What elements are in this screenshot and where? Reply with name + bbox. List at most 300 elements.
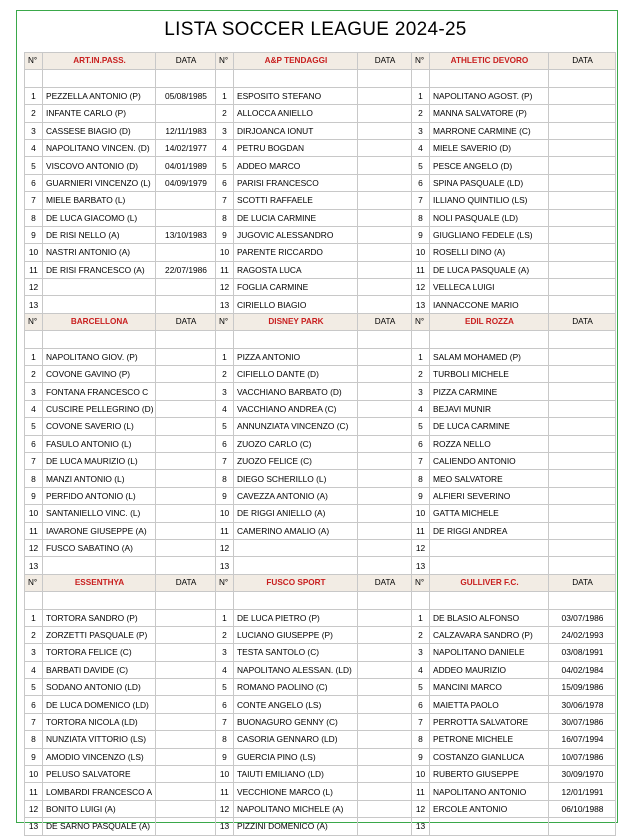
player-number: 10 <box>25 244 43 261</box>
table-row <box>25 766 616 783</box>
player-number: 9 <box>412 226 430 243</box>
player-number: 6 <box>25 696 43 713</box>
table-row <box>25 139 616 156</box>
empty-cell <box>156 331 216 348</box>
table-row <box>25 366 616 383</box>
player-number: 7 <box>216 452 234 469</box>
player-name: NASTRI ANTONIO (A) <box>43 244 156 261</box>
player-birth-date: 03/07/1986 <box>549 609 616 626</box>
empty-cell <box>216 331 234 348</box>
player-name: SCOTTI RAFFAELE <box>234 192 358 209</box>
player-name: IAVARONE GIUSEPPE (A) <box>43 522 156 539</box>
player-birth-date <box>549 157 616 174</box>
player-name: ANNUNZIATA VINCENZO (C) <box>234 418 358 435</box>
player-birth-date <box>549 418 616 435</box>
player-number: 12 <box>412 279 430 296</box>
empty-cell <box>430 331 549 348</box>
player-name: DE RIGGI ANIELLO (A) <box>234 505 358 522</box>
player-number: 7 <box>25 713 43 730</box>
player-name: PELUSO SALVATORE <box>43 766 156 783</box>
player-number: 1 <box>25 609 43 626</box>
player-birth-date: 14/02/1977 <box>156 139 216 156</box>
player-number: 13 <box>216 296 234 313</box>
player-birth-date <box>156 557 216 574</box>
player-name: CIRIELLO BIAGIO <box>234 296 358 313</box>
empty-cell <box>430 70 549 87</box>
player-name: MAIETTA PAOLO <box>430 696 549 713</box>
player-name: ZUOZO CARLO (C) <box>234 435 358 452</box>
team-name: GULLIVER F.C. <box>430 574 549 591</box>
player-name: NUNZIATA VITTORIO (LS) <box>43 731 156 748</box>
player-name: BEJAVI MUNIR <box>430 400 549 417</box>
player-birth-date: 16/07/1994 <box>549 731 616 748</box>
player-birth-date <box>156 539 216 556</box>
player-birth-date <box>156 383 216 400</box>
player-birth-date <box>156 626 216 643</box>
number-column-header: N° <box>25 53 43 70</box>
player-name: PETRONE MICHELE <box>430 731 549 748</box>
player-birth-date <box>549 400 616 417</box>
player-number: 13 <box>412 557 430 574</box>
player-name: ADDEO MAURIZIO <box>430 661 549 678</box>
player-name: VECCHIONE MARCO (L) <box>234 783 358 800</box>
date-column-header: DATA <box>358 53 412 70</box>
player-birth-date <box>549 522 616 539</box>
player-name: FONTANA FRANCESCO C <box>43 383 156 400</box>
player-number: 8 <box>216 731 234 748</box>
player-birth-date <box>156 661 216 678</box>
player-birth-date <box>358 383 412 400</box>
player-number: 7 <box>412 192 430 209</box>
player-birth-date <box>549 452 616 469</box>
player-name <box>43 279 156 296</box>
player-birth-date <box>549 279 616 296</box>
team-header-row <box>25 313 616 330</box>
table-row <box>25 731 616 748</box>
player-number: 9 <box>412 748 430 765</box>
player-number: 1 <box>216 87 234 104</box>
player-name: BUONAGURO GENNY (C) <box>234 713 358 730</box>
player-birth-date <box>358 348 412 365</box>
player-birth-date <box>549 226 616 243</box>
player-number: 4 <box>216 400 234 417</box>
player-birth-date <box>358 296 412 313</box>
player-number: 5 <box>216 157 234 174</box>
player-name <box>430 557 549 574</box>
player-birth-date <box>549 192 616 209</box>
page-title: LISTA SOCCER LEAGUE 2024-25 <box>164 19 467 40</box>
player-birth-date <box>156 505 216 522</box>
player-birth-date <box>549 139 616 156</box>
player-number: 8 <box>25 209 43 226</box>
player-name: DE LUCA CARMINE <box>430 418 549 435</box>
table-row <box>25 174 616 191</box>
player-name: TESTA SANTOLO (C) <box>234 644 358 661</box>
player-name: LUCIANO GIUSEPPE (P) <box>234 626 358 643</box>
player-birth-date <box>549 435 616 452</box>
player-birth-date <box>156 400 216 417</box>
player-name: MANNA SALVATORE (P) <box>430 105 549 122</box>
player-name: MARRONE CARMINE (C) <box>430 122 549 139</box>
player-birth-date: 04/09/1979 <box>156 174 216 191</box>
player-name: PETRU BOGDAN <box>234 139 358 156</box>
player-birth-date <box>549 818 616 835</box>
player-name: GATTA MICHELE <box>430 505 549 522</box>
player-number: 6 <box>412 174 430 191</box>
player-birth-date <box>156 348 216 365</box>
player-name: NOLI PASQUALE (LD) <box>430 209 549 226</box>
player-number: 9 <box>25 226 43 243</box>
player-birth-date <box>358 157 412 174</box>
player-birth-date <box>358 487 412 504</box>
player-number: 12 <box>25 279 43 296</box>
player-birth-date <box>549 505 616 522</box>
empty-cell <box>234 592 358 609</box>
player-number: 12 <box>25 800 43 817</box>
table-row <box>25 800 616 817</box>
empty-cell <box>216 70 234 87</box>
player-birth-date: 10/07/1986 <box>549 748 616 765</box>
player-name: NAPOLITANO ANTONIO <box>430 783 549 800</box>
player-name: CASORIA GENNARO (LD) <box>234 731 358 748</box>
table-row <box>25 400 616 417</box>
player-number: 2 <box>412 105 430 122</box>
player-name: CUSCIRE PELLEGRINO (D) <box>43 400 156 417</box>
table-row <box>25 661 616 678</box>
team-name: ESSENTHYA <box>43 574 156 591</box>
player-number: 5 <box>25 157 43 174</box>
table-row <box>25 487 616 504</box>
player-number: 3 <box>412 122 430 139</box>
table-row <box>25 818 616 835</box>
player-name <box>234 557 358 574</box>
player-name: DE LUCA PASQUALE (A) <box>430 261 549 278</box>
player-birth-date <box>358 366 412 383</box>
table-row <box>25 122 616 139</box>
player-name: RAGOSTA LUCA <box>234 261 358 278</box>
player-number: 12 <box>412 539 430 556</box>
table-row <box>25 279 616 296</box>
player-birth-date <box>358 174 412 191</box>
player-name: MANZI ANTONIO (L) <box>43 470 156 487</box>
empty-cell <box>43 592 156 609</box>
player-name: TORTORA SANDRO (P) <box>43 609 156 626</box>
player-name: ERCOLE ANTONIO <box>430 800 549 817</box>
player-number: 7 <box>25 452 43 469</box>
table-row <box>25 261 616 278</box>
player-name: ALFIERI SEVERINO <box>430 487 549 504</box>
player-number: 9 <box>25 487 43 504</box>
number-column-header: N° <box>412 313 430 330</box>
table-row <box>25 157 616 174</box>
empty-cell <box>358 592 412 609</box>
player-birth-date <box>358 713 412 730</box>
player-name: MIELE SAVERIO (D) <box>430 139 549 156</box>
player-number: 6 <box>216 696 234 713</box>
player-number: 6 <box>216 435 234 452</box>
player-name: TURBOLI MICHELE <box>430 366 549 383</box>
player-number: 6 <box>216 174 234 191</box>
empty-cell <box>156 592 216 609</box>
player-name: ZUOZO FELICE (C) <box>234 452 358 469</box>
player-name: CALZAVARA SANDRO (P) <box>430 626 549 643</box>
player-birth-date <box>358 626 412 643</box>
player-name: MANCINI MARCO <box>430 679 549 696</box>
player-number: 8 <box>25 470 43 487</box>
player-birth-date <box>549 87 616 104</box>
player-birth-date <box>549 557 616 574</box>
player-name: MIELE BARBATO (L) <box>43 192 156 209</box>
empty-cell <box>412 331 430 348</box>
player-birth-date: 24/02/1993 <box>549 626 616 643</box>
player-birth-date <box>156 296 216 313</box>
player-number: 10 <box>25 505 43 522</box>
table-row <box>25 748 616 765</box>
player-birth-date <box>156 470 216 487</box>
player-name: FUSCO SABATINO (A) <box>43 539 156 556</box>
player-birth-date: 04/01/1989 <box>156 157 216 174</box>
player-birth-date <box>358 244 412 261</box>
player-name: TAIUTI EMILIANO (LD) <box>234 766 358 783</box>
team-name: FUSCO SPORT <box>234 574 358 591</box>
player-name: PIZZINI DOMENICO (A) <box>234 818 358 835</box>
player-name: DE RIGGI ANDREA <box>430 522 549 539</box>
player-birth-date: 06/10/1988 <box>549 800 616 817</box>
table-row <box>25 696 616 713</box>
player-number: 11 <box>25 261 43 278</box>
number-column-header: N° <box>216 313 234 330</box>
player-name: DE LUCIA CARMINE <box>234 209 358 226</box>
player-birth-date <box>358 818 412 835</box>
player-number: 7 <box>25 192 43 209</box>
player-number: 11 <box>25 783 43 800</box>
player-birth-date <box>358 696 412 713</box>
player-number: 6 <box>412 435 430 452</box>
player-number: 1 <box>25 348 43 365</box>
player-name: ILLIANO QUINTILIO (LS) <box>430 192 549 209</box>
empty-cell <box>549 331 616 348</box>
table-row <box>25 105 616 122</box>
player-name: CONTE ANGELO (LS) <box>234 696 358 713</box>
player-birth-date: 30/07/1986 <box>549 713 616 730</box>
player-number: 2 <box>25 366 43 383</box>
player-birth-date <box>549 539 616 556</box>
player-name: SODANO ANTONIO (LD) <box>43 679 156 696</box>
date-column-header: DATA <box>549 313 616 330</box>
player-name: DIRJOANCA IONUT <box>234 122 358 139</box>
player-number: 13 <box>25 818 43 835</box>
empty-cell <box>358 331 412 348</box>
player-number: 12 <box>216 800 234 817</box>
player-name: SANTANIELLO VINC. (L) <box>43 505 156 522</box>
player-name <box>43 557 156 574</box>
player-number: 12 <box>25 539 43 556</box>
empty-cell <box>25 70 43 87</box>
player-birth-date <box>156 766 216 783</box>
player-number: 8 <box>25 731 43 748</box>
player-number: 11 <box>412 522 430 539</box>
empty-cell <box>412 592 430 609</box>
player-birth-date <box>156 800 216 817</box>
player-birth-date: 04/02/1984 <box>549 661 616 678</box>
player-birth-date <box>156 522 216 539</box>
player-number: 13 <box>412 818 430 835</box>
table-row <box>25 557 616 574</box>
player-name: COVONE SAVERIO (L) <box>43 418 156 435</box>
player-name <box>430 818 549 835</box>
player-number: 3 <box>412 383 430 400</box>
player-number: 7 <box>216 713 234 730</box>
player-birth-date <box>156 487 216 504</box>
number-column-header: N° <box>412 53 430 70</box>
player-number: 7 <box>216 192 234 209</box>
player-number: 8 <box>412 731 430 748</box>
empty-cell <box>234 70 358 87</box>
player-name: GUARNIERI VINCENZO (L) <box>43 174 156 191</box>
player-number: 13 <box>25 557 43 574</box>
player-number: 4 <box>412 139 430 156</box>
player-birth-date <box>156 644 216 661</box>
table-row <box>25 609 616 626</box>
player-name: FOGLIA CARMINE <box>234 279 358 296</box>
player-number: 11 <box>412 261 430 278</box>
player-number: 9 <box>25 748 43 765</box>
player-number: 11 <box>412 783 430 800</box>
player-birth-date: 03/08/1991 <box>549 644 616 661</box>
player-birth-date <box>549 383 616 400</box>
team-name: A&P TENDAGGI <box>234 53 358 70</box>
player-name: SPINA PASQUALE (LD) <box>430 174 549 191</box>
player-birth-date <box>156 279 216 296</box>
player-birth-date <box>358 661 412 678</box>
player-birth-date <box>358 731 412 748</box>
player-name: INFANTE CARLO (P) <box>43 105 156 122</box>
player-name: SALAM MOHAMED (P) <box>430 348 549 365</box>
player-birth-date: 30/06/1978 <box>549 696 616 713</box>
player-birth-date <box>156 731 216 748</box>
player-birth-date <box>358 209 412 226</box>
player-birth-date <box>156 105 216 122</box>
player-birth-date: 12/01/1991 <box>549 783 616 800</box>
player-number: 3 <box>216 122 234 139</box>
table-row <box>25 87 616 104</box>
number-column-header: N° <box>25 574 43 591</box>
player-number: 1 <box>216 348 234 365</box>
player-birth-date <box>358 452 412 469</box>
player-birth-date <box>549 366 616 383</box>
player-birth-date <box>358 470 412 487</box>
player-birth-date <box>549 470 616 487</box>
player-name: PESCE ANGELO (D) <box>430 157 549 174</box>
player-name: CAMERINO AMALIO (A) <box>234 522 358 539</box>
player-name: PERROTTA SALVATORE <box>430 713 549 730</box>
player-number: 5 <box>25 418 43 435</box>
player-birth-date <box>549 174 616 191</box>
player-name: ZORZETTI PASQUALE (P) <box>43 626 156 643</box>
player-birth-date <box>156 192 216 209</box>
player-name: VACCHIANO ANDREA (C) <box>234 400 358 417</box>
empty-cell <box>43 331 156 348</box>
player-birth-date <box>156 209 216 226</box>
player-birth-date <box>156 783 216 800</box>
player-number: 3 <box>216 644 234 661</box>
player-name: AMODIO VINCENZO (LS) <box>43 748 156 765</box>
player-birth-date <box>549 487 616 504</box>
player-name: NAPOLITANO VINCEN. (D) <box>43 139 156 156</box>
player-birth-date <box>156 679 216 696</box>
table-row <box>25 783 616 800</box>
player-name: NAPOLITANO AGOST. (P) <box>430 87 549 104</box>
player-number: 13 <box>25 296 43 313</box>
player-number: 9 <box>216 487 234 504</box>
player-birth-date <box>358 105 412 122</box>
player-birth-date <box>358 279 412 296</box>
empty-cell <box>216 592 234 609</box>
player-name: ROSELLI DINO (A) <box>430 244 549 261</box>
player-number: 5 <box>216 679 234 696</box>
player-number: 4 <box>412 661 430 678</box>
team-name: ATHLETIC DEVORO <box>430 53 549 70</box>
table-row <box>25 713 616 730</box>
player-name: GUERCIA PINO (LS) <box>234 748 358 765</box>
empty-cell <box>412 70 430 87</box>
player-number: 2 <box>25 626 43 643</box>
player-number: 6 <box>25 435 43 452</box>
player-number: 2 <box>216 105 234 122</box>
table-row <box>25 435 616 452</box>
player-birth-date <box>156 366 216 383</box>
player-birth-date <box>549 105 616 122</box>
player-birth-date: 15/09/1986 <box>549 679 616 696</box>
player-birth-date <box>358 261 412 278</box>
player-number: 2 <box>216 366 234 383</box>
player-name: PIZZA CARMINE <box>430 383 549 400</box>
player-number: 1 <box>412 87 430 104</box>
player-number: 7 <box>412 452 430 469</box>
player-birth-date <box>549 296 616 313</box>
spacer-row <box>25 70 616 87</box>
player-birth-date <box>358 766 412 783</box>
player-birth-date <box>358 400 412 417</box>
player-birth-date <box>156 418 216 435</box>
player-number: 10 <box>412 505 430 522</box>
player-number: 10 <box>25 766 43 783</box>
player-name: PARENTE RICCARDO <box>234 244 358 261</box>
player-number: 13 <box>216 818 234 835</box>
player-name: TORTORA FELICE (C) <box>43 644 156 661</box>
player-name: PERFIDO ANTONIO (L) <box>43 487 156 504</box>
player-birth-date <box>549 244 616 261</box>
player-name: VISCOVO ANTONIO (D) <box>43 157 156 174</box>
player-birth-date <box>358 609 412 626</box>
number-column-header: N° <box>216 53 234 70</box>
player-number: 8 <box>216 470 234 487</box>
date-column-header: DATA <box>358 313 412 330</box>
table-row <box>25 244 616 261</box>
player-name: NAPOLITANO ALESSAN. (LD) <box>234 661 358 678</box>
team-name: ART.IN.PASS. <box>43 53 156 70</box>
player-name <box>430 539 549 556</box>
player-birth-date <box>358 539 412 556</box>
player-number: 2 <box>412 626 430 643</box>
player-birth-date <box>358 800 412 817</box>
player-number: 1 <box>216 609 234 626</box>
player-number: 10 <box>412 244 430 261</box>
player-number: 3 <box>25 383 43 400</box>
player-birth-date <box>358 418 412 435</box>
table-row <box>25 452 616 469</box>
player-birth-date <box>156 435 216 452</box>
